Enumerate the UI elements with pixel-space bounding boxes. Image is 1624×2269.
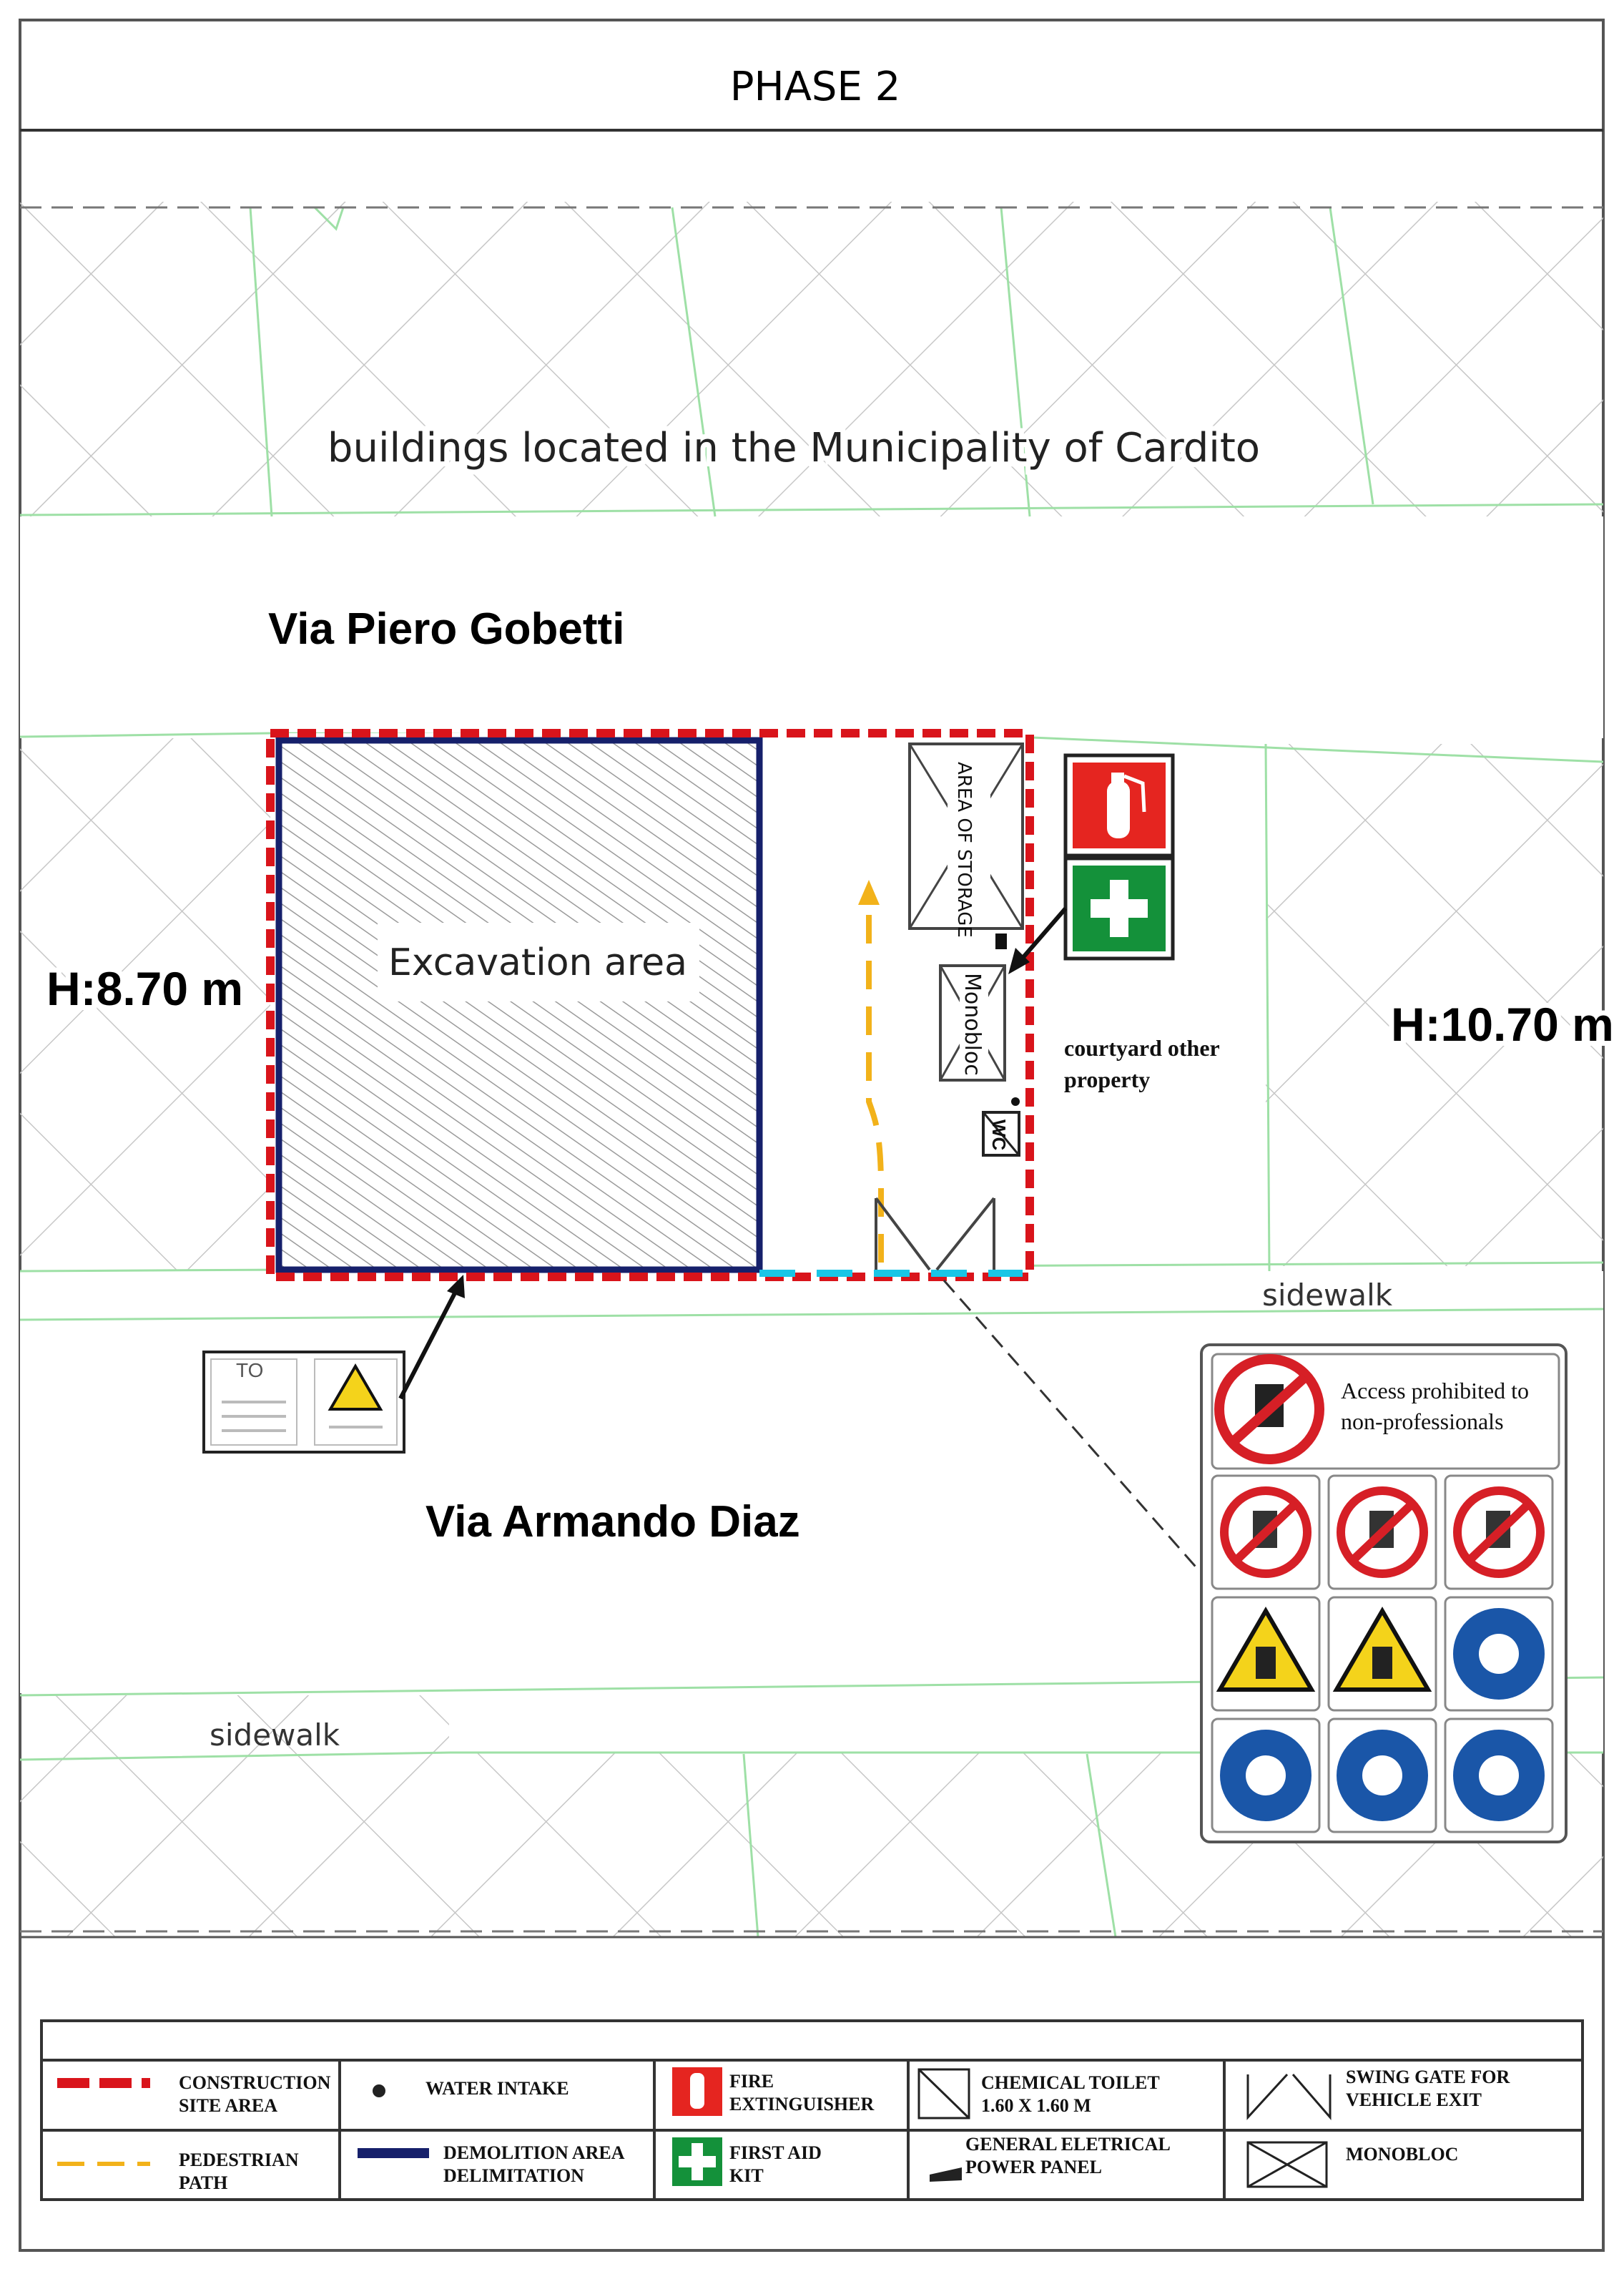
prohibition-icon bbox=[1212, 1476, 1319, 1589]
power-panel bbox=[995, 933, 1007, 949]
sidewalk-label-left: sidewalk bbox=[210, 1717, 340, 1753]
sign-to-label: TO bbox=[236, 1359, 264, 1381]
excavation-warning-sign bbox=[204, 1352, 404, 1452]
street-label-gobetti: Via Piero Gobetti bbox=[268, 604, 625, 654]
storage-area bbox=[910, 744, 1023, 938]
fire-extinguisher-sign bbox=[1066, 755, 1173, 856]
legend-fire-extinguisher-icon bbox=[672, 2067, 722, 2116]
prohibition-icon bbox=[1445, 1476, 1552, 1589]
water-intake bbox=[1011, 1097, 1020, 1106]
page-title: PHASE 2 bbox=[729, 64, 901, 110]
legend-label: FIRE EXTINGUISHER bbox=[729, 2071, 875, 2114]
warning-icon bbox=[1329, 1597, 1436, 1710]
sidewalk-label-right: sidewalk bbox=[1262, 1278, 1393, 1313]
excavation-area bbox=[279, 740, 759, 1270]
buildings-label: buildings located in the Municipality of Cardito bbox=[327, 425, 1261, 471]
legend-first-aid-icon bbox=[672, 2137, 722, 2186]
legend-label: WATER INTAKE bbox=[425, 2078, 569, 2099]
legend-label: PEDESTRIAN PATH bbox=[179, 2150, 299, 2193]
storage-label: AREA OF STORAGE bbox=[953, 762, 975, 938]
excavation-label: Excavation area bbox=[388, 941, 687, 984]
monobloc bbox=[940, 966, 1005, 1080]
legend-water-intake-symbol bbox=[373, 2084, 385, 2097]
mandatory-icon bbox=[1329, 1719, 1436, 1832]
mandatory-icon bbox=[1445, 1597, 1552, 1710]
mandatory-icon bbox=[1212, 1719, 1319, 1832]
legend-monobloc-symbol bbox=[1248, 2142, 1327, 2187]
legend-label: SWING GATE FOR VEHICLE EXIT bbox=[1346, 2067, 1510, 2110]
prohibition-icon bbox=[1219, 1359, 1319, 1459]
street-label-diaz: Via Armando Diaz bbox=[425, 1497, 800, 1547]
first-aid-sign bbox=[1066, 858, 1173, 959]
mandatory-icon bbox=[1445, 1719, 1552, 1832]
legend-label: MONOBLOC bbox=[1346, 2144, 1459, 2165]
legend-label: FIRST AID KIT bbox=[729, 2142, 822, 2186]
legend-label: DEMOLITION AREA DELIMITATION bbox=[443, 2142, 625, 2186]
height-label-right: H:10.70 m bbox=[1391, 998, 1614, 1051]
construction-site bbox=[270, 733, 1030, 1277]
chemical-toilet bbox=[983, 1112, 1019, 1155]
prohibition-icon bbox=[1329, 1476, 1436, 1589]
wc-label: WC bbox=[988, 1119, 1010, 1151]
warning-icon bbox=[1212, 1597, 1319, 1710]
courtyard-label: courtyard other property bbox=[1064, 1035, 1220, 1092]
legend-label: CONSTRUCTION SITE AREA bbox=[179, 2072, 331, 2116]
access-prohibited-label: Access prohibited to non-professionals bbox=[1341, 1378, 1530, 1434]
legend-toilet-symbol bbox=[919, 2069, 969, 2118]
legend-label: CHEMICAL TOILET 1.60 X 1.60 M bbox=[981, 2072, 1160, 2116]
safety-sign-grid bbox=[1212, 1476, 1552, 1832]
height-label-left: H:8.70 m bbox=[46, 962, 244, 1015]
monobloc-label: Monobloc bbox=[960, 973, 985, 1076]
legend-label: GENERAL ELETRICAL POWER PANEL bbox=[965, 2134, 1171, 2177]
